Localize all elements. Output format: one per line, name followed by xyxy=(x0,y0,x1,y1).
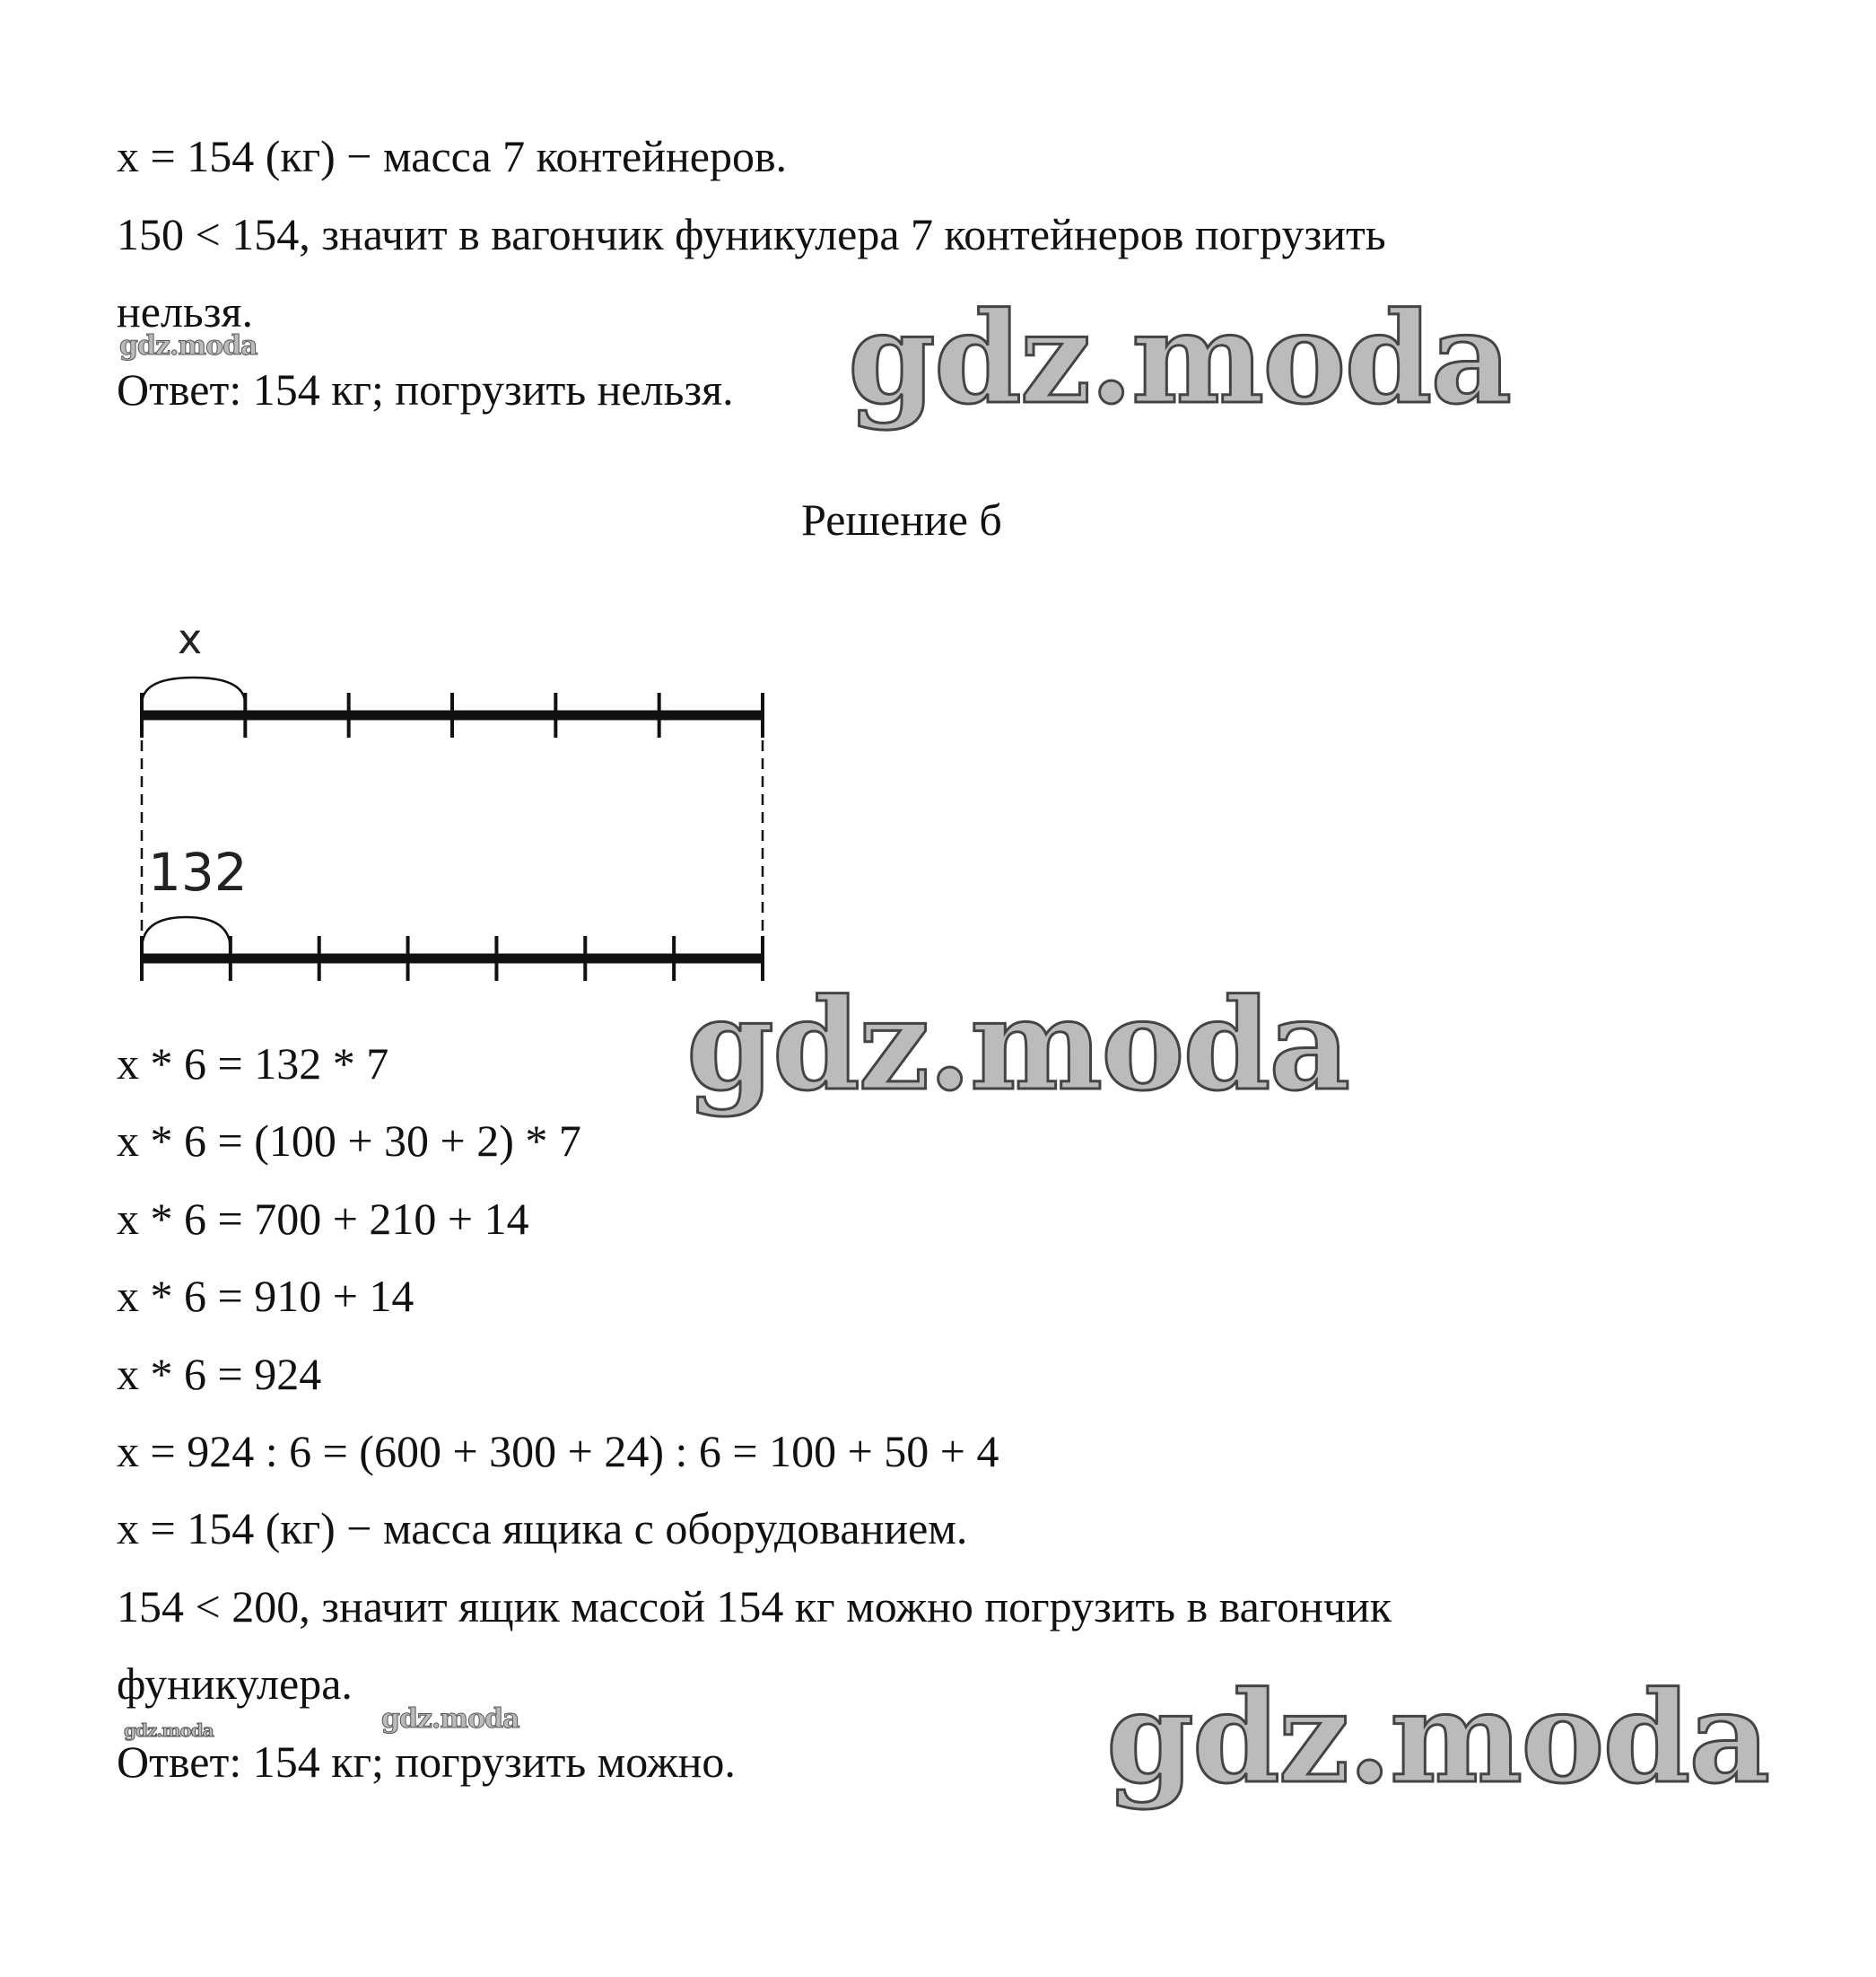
text-line: фуникулера. xyxy=(117,1658,353,1709)
diagram-label-132: 132 xyxy=(148,842,248,903)
equation-line: x * 6 = 700 + 210 + 14 xyxy=(117,1194,529,1244)
text-line: x = 154 (кг) − масса 7 контейнеров. xyxy=(117,131,788,181)
brace-132 xyxy=(142,917,231,958)
text-line: 150 < 154, значит в вагончик фуникулера 7 контейнеров погрузить xyxy=(117,209,1386,259)
equation-line: x * 6 = 910 + 14 xyxy=(117,1271,414,1321)
answer-a: Ответ: 154 кг; погрузить нельзя. xyxy=(117,364,734,415)
watermark-small: gdz.moda xyxy=(124,1719,214,1741)
equation-line: x = 924 : 6 = (600 + 300 + 24) : 6 = 100 + 50 + 4 xyxy=(117,1426,999,1476)
equation-line: x * 6 = 132 * 7 xyxy=(117,1038,389,1089)
diagram-label-x: x xyxy=(178,615,203,663)
watermark: gdz.moda xyxy=(848,285,1511,433)
watermark-small: gdz.moda xyxy=(381,1703,519,1735)
text-line: нельзя. xyxy=(117,286,253,337)
brace-x xyxy=(142,678,245,715)
watermark: gdz.moda xyxy=(686,972,1349,1119)
section-title: Решение б xyxy=(801,494,1002,545)
text-line: x = 154 (кг) − масса ящика с оборудованием. xyxy=(117,1503,968,1553)
watermark: gdz.moda xyxy=(1106,1665,1769,1812)
equation-line: x * 6 = (100 + 30 + 2) * 7 xyxy=(117,1115,581,1166)
answer-b: Ответ: 154 кг; погрузить можно. xyxy=(117,1736,736,1787)
watermark-small: gdz.moda xyxy=(119,330,257,362)
text-line: 154 < 200, значит ящик массой 154 кг можно погрузить в вагончик xyxy=(117,1581,1392,1631)
equation-line: x * 6 = 924 xyxy=(117,1349,322,1399)
